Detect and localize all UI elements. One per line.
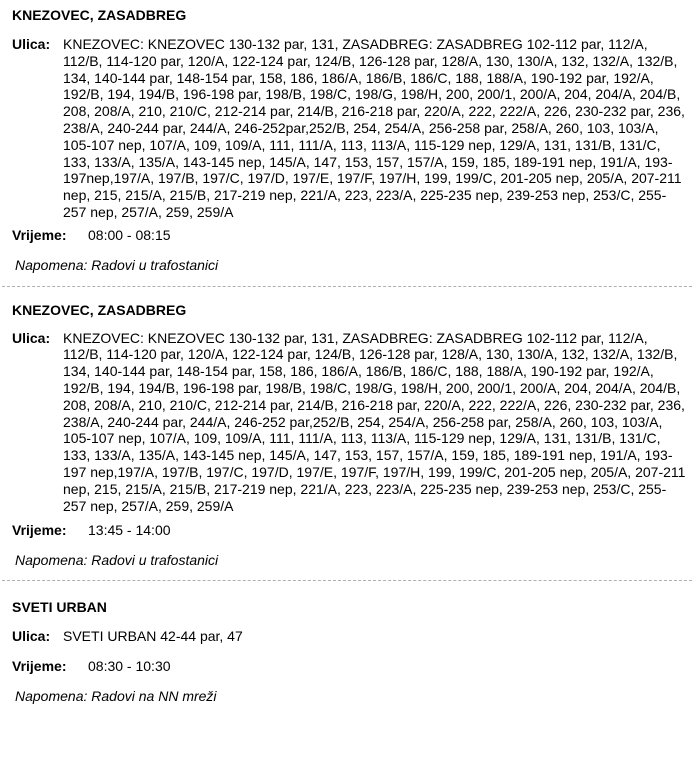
street-row — [0, 330, 696, 515]
note-text: Radovi u trafostanici — [91, 552, 219, 569]
time-label: Vrijeme: — [12, 226, 67, 243]
outage-entry — [0, 287, 696, 570]
time-row — [0, 658, 696, 675]
note — [0, 688, 696, 705]
street-row — [0, 628, 696, 645]
street-list: KNEZOVEC: KNEZOVEC 130-132 par, 131, ZASADBREG: ZASADBREG 102-112 par, 112/A, 112/B, 114-120 par, 120/A, 122-124 par, 124/B, 126-128 par, 128/A, 130, 130/A, 132, 132/A, 132/B, 134, 140-144 par, 148-154 par, 158, 186, 186/A, 186/B, 186/C, 188, 188/A, 190-192 par, 192/A, 192/B, 194, 194/B, 196-198 par, 198/B, 198/C, 198/G, 198/H, 200, 200/1, 200/A, 204, 204/A, 204/B, 208, 208/A, 210, 210/C, 212-214 par, 214/B, 216-218 par, 220/A, 222, 222/A, 226, 230-232 par, 236, 238/A, 240-244 par, 244/A, 246-252par,252/B, 254, 254/A, 256-258 par, 258/A, 260, 103, 103/A, 105-107 nep, 107/A, 109, 109/A, 111, 111/A, 113, 113/A, 115-129 nep, 129/A, 131, 131/B, 131/C, 133, 133/A, 135/A, 143-145 nep, 145/A, 147, 153, 157, 157/A, 159, 185, 189-191 nep, 191/A, 193-197nep,197/A, 197/B, 197/C, 197/D, 197/E, 197/F, 197/H, 199, 199/C, 201-205 nep, 205/A, 207-211 nep, 215, 215/A, 215/B, 217-219 nep, 221/A, 223, 223/A, 225-235 nep, 239-253 nep, 253/C, 255-257 nep, 257/A, 259, 259/A — [63, 36, 685, 220]
street-label: Ulica: — [12, 628, 51, 645]
note-label: Napomena: — [15, 552, 88, 569]
note-label: Napomena: — [15, 687, 88, 704]
time-label: Vrijeme: — [12, 522, 67, 539]
note-text: Radovi u trafostanici — [91, 256, 219, 273]
street-label: Ulica: — [12, 36, 51, 52]
entry-title: KNEZOVEC, ZASADBREG — [12, 7, 187, 23]
time-row — [0, 522, 696, 539]
outage-entry — [0, 581, 696, 705]
entry-title: KNEZOVEC, ZASADBREG — [12, 301, 187, 318]
time-row — [0, 227, 696, 244]
street-label: Ulica: — [12, 329, 51, 346]
time-value: 08:30 - 10:30 — [88, 657, 171, 674]
note-label: Napomena: — [15, 256, 88, 273]
street-list: SVETI URBAN 42-44 par, 47 — [63, 628, 243, 645]
entry-title: SVETI URBAN — [12, 599, 107, 616]
time-value: 08:00 - 08:15 — [88, 226, 171, 243]
time-label: Vrijeme: — [12, 657, 67, 674]
note — [0, 552, 696, 569]
street-list: KNEZOVEC: KNEZOVEC 130-132 par, 131, ZASADBREG: ZASADBREG 102-112 par, 112/A, 112/B, 114-120 par, 120/A, 122-124 par, 124/B, 126-128 par, 128/A, 130, 130/A, 132, 132/A, 132/B, 134, 140-144 par, 148-154 par, 158, 186, 186/A, 186/B, 186/C, 188, 188/A, 190-192 par, 192/A, 192/B, 194, 194/B, 196-198 par, 198/B, 198/C, 198/G, 198/H, 200, 200/1, 200/A, 204, 204/A, 204/B, 208, 208/A, 210, 210/C, 212-214 par, 214/B, 216-218 par, 220/A, 222, 222/A, 226, 230-232 par, 236, 238/A, 240-244 par, 244/A, 246-252 par,252/B, 254, 254/A, 256-258 par, 258/A, 260, 103, 103/A, 105-107 nep, 107/A, 109, 109/A, 111, 111/A, 113, 113/A, 115-129 nep, 129/A, 131, 131/B, 131/C, 133, 133/A, 135/A, 143-145 nep, 145/A, 147, 153, 157, 157/A, 159, 185, 189-191 nep, 191/A, 193-197 nep,197/A, 197/B, 197/C, 197/D, 197/E, 197/F, 197/H, 199, 199/C, 201-205 nep, 205/A, 207-211 nep, 215, 215/A, 215/B, 217-219 nep, 221/A, 223, 223/A, 225-235 nep, 239-253 nep, 253/C, 255-257 nep, 257/A, 259, 259/A — [63, 329, 686, 514]
time-value: 13:45 - 14:00 — [88, 522, 171, 539]
note — [0, 257, 696, 274]
outage-entry — [0, 0, 696, 274]
street-row — [0, 36, 696, 221]
note-text: Radovi na NN mreži — [91, 687, 217, 704]
